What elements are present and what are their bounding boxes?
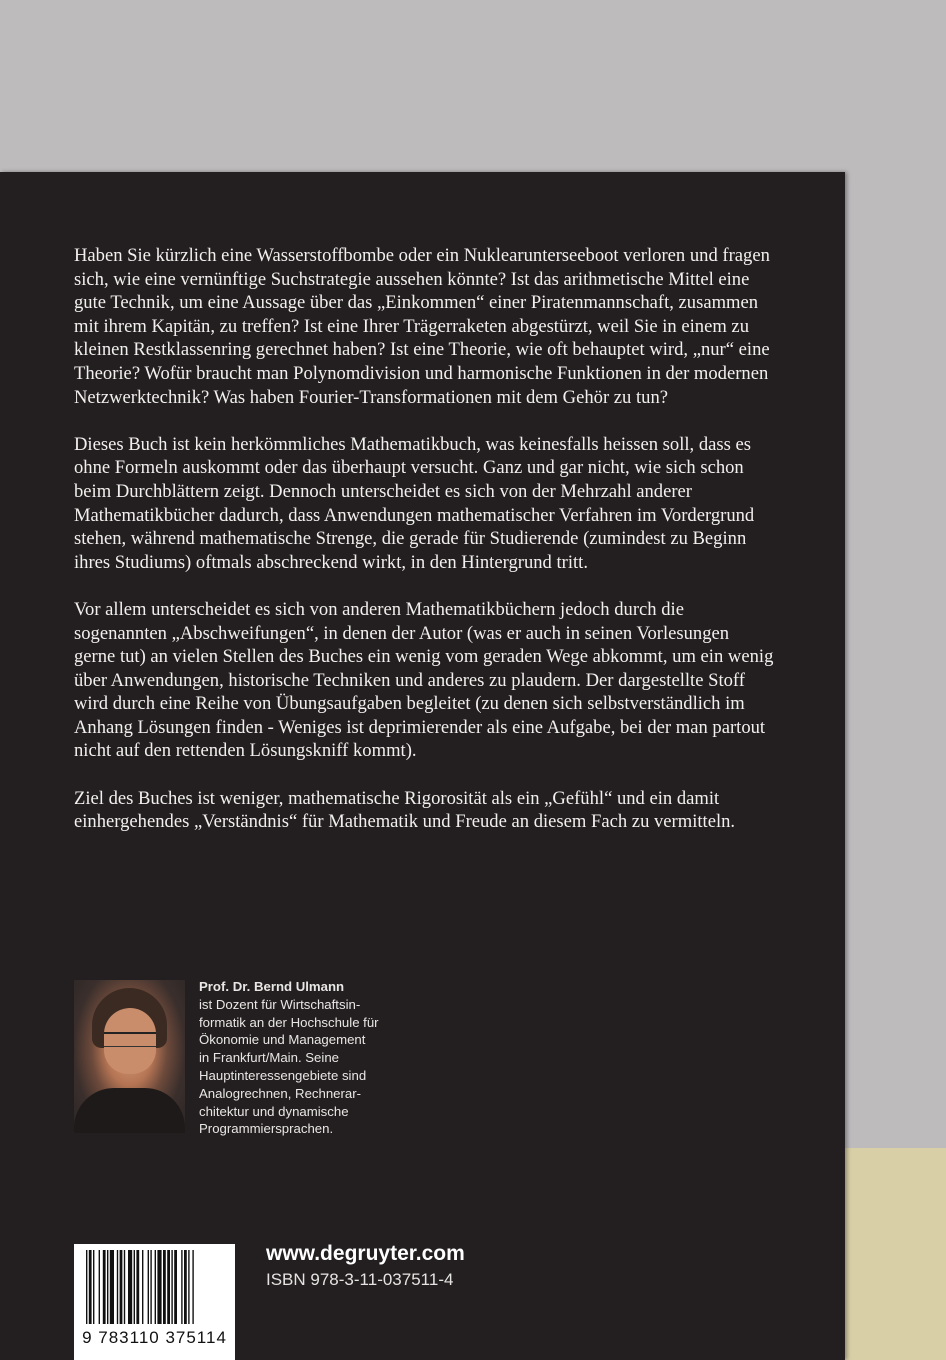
author-photo xyxy=(74,980,185,1133)
barcode-bar xyxy=(167,1250,170,1324)
barcode-bar xyxy=(157,1250,161,1324)
barcode-bars xyxy=(74,1244,235,1328)
author-bio-line: formatik an der Hochschule für xyxy=(199,1014,379,1030)
blurb-text xyxy=(74,244,774,857)
barcode-bar xyxy=(124,1250,125,1324)
barcode-bar xyxy=(117,1250,118,1324)
barcode-digits: 9 783110 375114 xyxy=(82,1328,227,1347)
barcode-bar xyxy=(86,1250,87,1324)
barcode-bar xyxy=(155,1250,156,1324)
barcode-bar xyxy=(171,1250,172,1324)
blurb-paragraph-3: Vor allem unterscheidet es sich von anderen Mathematikbüchern jedoch durch die sogenannten „Abschweifungen“, in denen der Autor (was er auch in seinen Vorlesungen gerne tut) an vielen Stellen des Buches ein wenig vom geraden Wege abkommt, um ein wenig über Anwendungen, historische Techniken und anderes zu plaudern. Der dargestellte Stoff wird durch eine Reihe von Übungsaufgaben begleitet (zu denen sich selbstverständlich im Anhang Lösungen finden - Weniges ist deprimierender als eine Aufgabe, bei der man partout nicht auf den rettenden Lösungskniff kommt). xyxy=(74,598,774,762)
barcode-bar xyxy=(128,1250,132,1324)
barcode-bar xyxy=(184,1250,187,1324)
author-bio-line: Programmiersprachen. xyxy=(199,1121,334,1137)
barcode-bar xyxy=(181,1250,182,1324)
barcode-bar xyxy=(89,1250,92,1324)
blurb-paragraph-4: Ziel des Buches ist weniger, mathematische Rigorosität als ein „Gefühl“ und ein damit einhergehendes „Verständnis“ für Mathematik und Freude an diesem Fach zu vermitteln. xyxy=(74,787,736,833)
isbn-number: ISBN 978-3-11-037511-4 xyxy=(266,1270,454,1289)
author-bio-line: Hauptinteressengebiete sind xyxy=(199,1067,367,1083)
author-bio-line: Analogrechnen, Rechnerar- xyxy=(199,1085,362,1101)
author-photo-glasses xyxy=(104,1032,156,1047)
isbn-barcode xyxy=(74,1244,235,1360)
barcode-bar xyxy=(150,1250,151,1324)
barcode-bar xyxy=(192,1250,193,1324)
barcode-bar xyxy=(99,1250,100,1324)
barcode-bar xyxy=(142,1250,143,1324)
blurb-paragraph-1: Haben Sie kürzlich eine Wasserstoffbombe oder ein Nuklearunterseeboot verloren und fragen sich, wie eine vernünftige Suchstrategie aussehen könnte? Ist das arithmetische Mittel eine gute Technik, um eine Aussage über das „Einkommen“ einer Piratenmannschaft, zusammen mit ihrem Kapitän, zu treffen? Ist eine Ihrer Trägerraketen abgestürzt, weil Sie in einem zu kleinen Restklassenring gerechnet haben? Ist eine Theorie, wie oft behauptet wird, „nur“ eine Theorie? Wofür braucht man Polynomdivision und harmonische Funktionen in der modernen Netzwerktechnik? Was haben Fourier-Transformationen mit dem Gehör zu tun? xyxy=(74,245,770,408)
barcode-bar xyxy=(136,1250,139,1324)
author-name: Prof. Dr. Bernd Ulmann xyxy=(199,979,345,994)
barcode-bar xyxy=(107,1250,108,1324)
author-bio-line: in Frankfurt/Main. Seine xyxy=(199,1050,339,1066)
blurb-paragraph-2: Dieses Buch ist kein herkömmliches Mathematikbuch, was keinesfalls heissen soll, dass es ohne Formeln auskommt oder das überhaupt versucht. Ganz und gar nicht, wie sich schon beim Durchblättern zeigt. Dennoch unterscheidet es sich von der Mehrzahl anderer Mathematikbücher dadurch, dass Anwendungen mathematischer Verfahren im Vordergrund stehen, während mathematische Strenge, die gerade für Studierende (zumindest zu Beginn ihres Studiums) oftmals abschreckend wirkt, in den Hintergrund tritt. xyxy=(74,433,755,573)
author-photo-shirt xyxy=(74,1088,185,1133)
barcode-bar xyxy=(174,1250,177,1324)
cream-book-edge xyxy=(845,1148,946,1360)
publisher-url: www.degruyter.com xyxy=(266,1242,465,1265)
author-bio-line: ist Dozent für Wirtschaftsin- xyxy=(199,996,361,1012)
author-bio xyxy=(199,978,429,1138)
barcode-bar xyxy=(148,1250,149,1324)
author-bio-line: Ökonomie und Management xyxy=(199,1032,366,1048)
author-bio-line: chitektur und dynamische xyxy=(199,1103,349,1119)
barcode-bar xyxy=(110,1250,114,1324)
barcode-bar xyxy=(188,1250,189,1324)
barcode-bar xyxy=(103,1250,106,1324)
barcode-bar xyxy=(163,1250,166,1324)
barcode-bar xyxy=(93,1250,94,1324)
barcode-bar xyxy=(120,1250,123,1324)
barcode-bar xyxy=(134,1250,135,1324)
